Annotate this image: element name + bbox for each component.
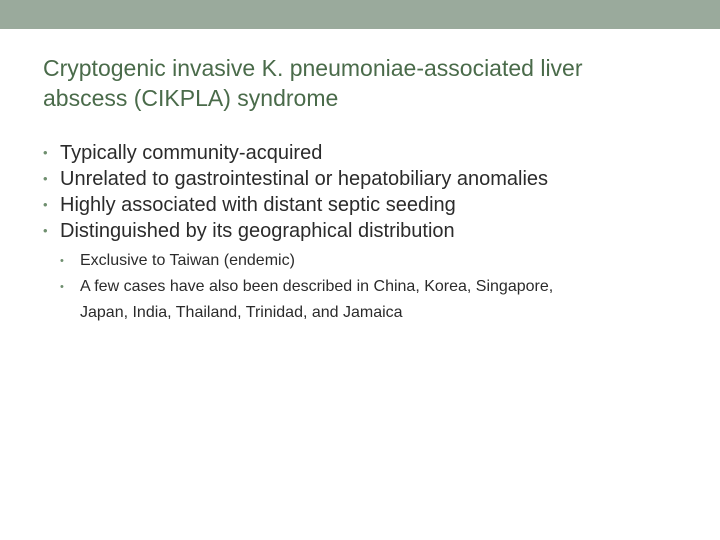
bullet-text: Unrelated to gastrointestinal or hepatobiliary anomalies — [60, 168, 549, 190]
bullet-item-geographical-distribution — [43, 218, 703, 326]
sub-bullet-item-taiwan — [60, 248, 703, 274]
sub-bullet-dot-icon: • — [60, 255, 64, 267]
sub-bullet-text: Exclusive to Taiwan (endemic) — [80, 252, 295, 269]
sub-bullet-text-line-2: Japan, India, Thailand, Trinidad, and Jamaica — [80, 304, 403, 321]
bullet-dot-icon: • — [43, 197, 48, 212]
bullet-dot-icon: • — [43, 171, 48, 186]
title-line-1: Cryptogenic invasive K. pneumoniae-associated liver — [43, 55, 583, 81]
title-line-2: abscess (CIKPLA) syndrome — [43, 85, 339, 111]
bullet-item-community-acquired — [43, 140, 703, 166]
sub-bullet-text-line-1: A few cases have also been described in China, Korea, Singapore, — [80, 278, 554, 295]
bullet-list — [43, 140, 703, 326]
sub-bullet-list — [60, 248, 703, 326]
bullet-text: Typically community-acquired — [60, 142, 323, 164]
bullet-item-unrelated-anomalies — [43, 166, 703, 192]
sub-bullet-dot-icon: • — [60, 281, 64, 293]
slide-title — [43, 53, 683, 113]
bullet-dot-icon: • — [43, 223, 48, 238]
bullet-item-septic-seeding — [43, 192, 703, 218]
bullet-dot-icon: • — [43, 145, 48, 160]
bullet-text: Highly associated with distant septic seeding — [60, 194, 456, 216]
sub-bullet-item-other-countries — [60, 274, 703, 326]
top-band — [0, 0, 720, 29]
bullet-text: Distinguished by its geographical distribution — [60, 220, 455, 242]
